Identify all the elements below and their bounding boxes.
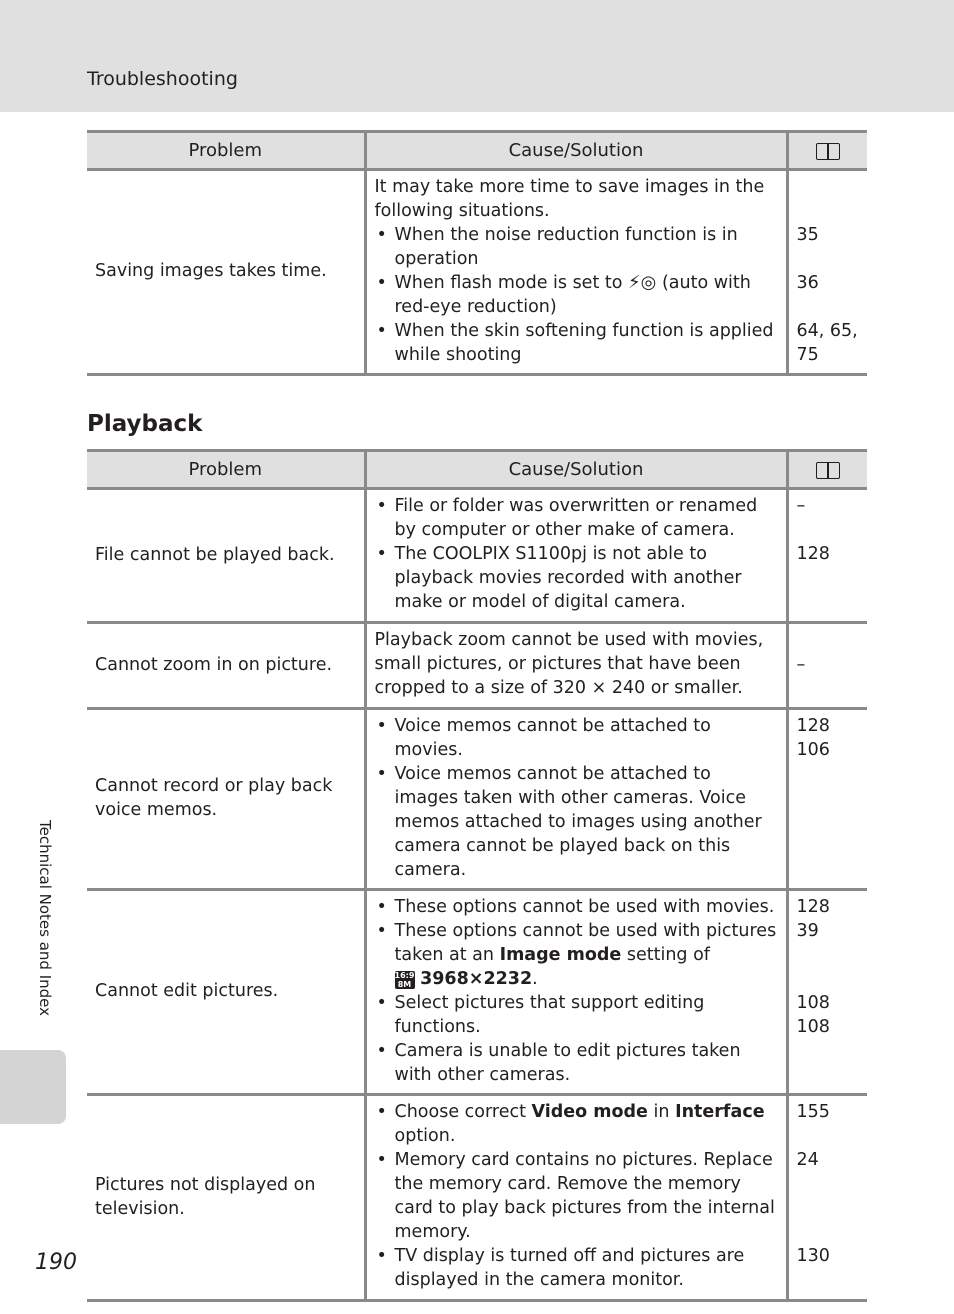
- page-ref: 128: [796, 897, 830, 917]
- page-ref: –: [796, 654, 806, 675]
- table-row: [87, 623, 867, 709]
- page-ref: –: [796, 496, 806, 516]
- page-ref: 108: [796, 993, 830, 1013]
- book-icon: [815, 142, 841, 160]
- page-ref: 39: [796, 921, 819, 941]
- image-mode-169-icon: 16:9 8M: [394, 971, 415, 989]
- list-item: • Select pictures that support editing functions.: [375, 991, 778, 1039]
- list-item: • Camera is unable to edit pictures taken with other cameras.: [375, 1039, 778, 1087]
- flash-red-eye-icon: ⚡◎: [628, 272, 657, 293]
- page-header: [0, 0, 954, 112]
- list-item: • TV display is turned off and pictures are displayed in the camera monitor.: [375, 1244, 778, 1292]
- side-section-label: Technical Notes and Index: [36, 820, 54, 1017]
- page-ref: 155: [796, 1102, 830, 1122]
- column-header-pages: [787, 451, 867, 489]
- list-item: • These options cannot be used with pictures taken at an Image mode setting of 16:9 8M 3968×2232.: [375, 919, 778, 991]
- list-item: • Voice memos cannot be attached to images taken with other cameras. Voice memos attached to images using another camera cannot be played back on this camera.: [375, 762, 778, 882]
- page-ref: 106: [796, 740, 830, 760]
- table-row: [87, 1095, 867, 1301]
- page-ref: 24: [796, 1150, 819, 1170]
- section-tab: [0, 1050, 66, 1124]
- table-row: [87, 890, 867, 1095]
- table-row: [87, 170, 867, 375]
- column-header-cause: Cause/Solution: [365, 132, 787, 170]
- cause-intro: It may take more time to save images in the following situations.: [374, 177, 765, 221]
- problem-cell: Saving images takes time.: [87, 170, 365, 375]
- problem-cell: Cannot record or play back voice memos.: [87, 709, 365, 890]
- page-ref: 64, 65, 75: [796, 321, 858, 365]
- table-header-row: [87, 451, 867, 489]
- cause-list: [375, 223, 778, 367]
- column-header-pages: [787, 132, 867, 170]
- page-number: 190: [35, 1250, 77, 1275]
- page-ref: 128: [796, 544, 830, 564]
- header-title: Troubleshooting: [87, 68, 238, 90]
- list-item: • When the noise reduction function is in operation: [375, 223, 778, 271]
- cause-list: [375, 494, 778, 614]
- page-ref: 130: [796, 1246, 830, 1266]
- column-header-cause: Cause/Solution: [365, 451, 787, 489]
- problem-cell: Cannot edit pictures.: [87, 890, 365, 1095]
- cause-cell: [365, 890, 787, 1095]
- list-item: • These options cannot be used with movies.: [375, 895, 778, 919]
- table-row: [87, 709, 867, 890]
- playback-table: [87, 449, 867, 1302]
- section-title-playback: Playback: [87, 411, 203, 437]
- pages-cell: [787, 489, 867, 623]
- pages-cell: [787, 623, 867, 709]
- page-ref: 35: [796, 225, 819, 245]
- cause-cell: [365, 1095, 787, 1301]
- list-item: • File or folder was overwritten or renamed by computer or other make of camera.: [375, 494, 778, 542]
- page-ref: 128: [796, 716, 830, 736]
- pages-cell: [787, 1095, 867, 1301]
- pages-cell: [787, 709, 867, 890]
- page-ref: 36: [796, 273, 819, 293]
- table-header-row: [87, 132, 867, 170]
- list-item: • Voice memos cannot be attached to movies.: [375, 714, 778, 762]
- cause-list: [375, 895, 778, 1087]
- cause-list: [375, 1100, 778, 1292]
- list-item: • Memory card contains no pictures. Replace the memory card. Remove the memory card to play back pictures from the internal memory.: [375, 1148, 778, 1244]
- pages-cell: [787, 890, 867, 1095]
- cause-cell: [365, 170, 787, 375]
- pages-cell: [787, 170, 867, 375]
- cause-cell: [365, 709, 787, 890]
- cause-list: [375, 714, 778, 882]
- list-item: • The COOLPIX S1100pj is not able to playback movies recorded with another make or model of digital camera.: [375, 542, 778, 614]
- list-item: • When the skin softening function is applied while shooting: [375, 319, 778, 367]
- troubleshooting-table: [87, 130, 867, 376]
- book-icon: [815, 461, 841, 479]
- problem-cell: File cannot be played back.: [87, 489, 365, 623]
- cause-cell: [365, 489, 787, 623]
- table-row: [87, 489, 867, 623]
- problem-cell: Cannot zoom in on picture.: [87, 623, 365, 709]
- list-item: • Choose correct Video mode in Interface option.: [375, 1100, 778, 1148]
- cause-cell: Playback zoom cannot be used with movies, small pictures, or pictures that have been cropped to a size of 320 × 240 or smaller.: [365, 623, 787, 709]
- problem-cell: Pictures not displayed on television.: [87, 1095, 365, 1301]
- column-header-problem: Problem: [87, 451, 365, 489]
- column-header-problem: Problem: [87, 132, 365, 170]
- list-item: • When flash mode is set to ⚡◎ (auto with red-eye reduction): [375, 271, 778, 319]
- page-ref: 108: [796, 1017, 830, 1037]
